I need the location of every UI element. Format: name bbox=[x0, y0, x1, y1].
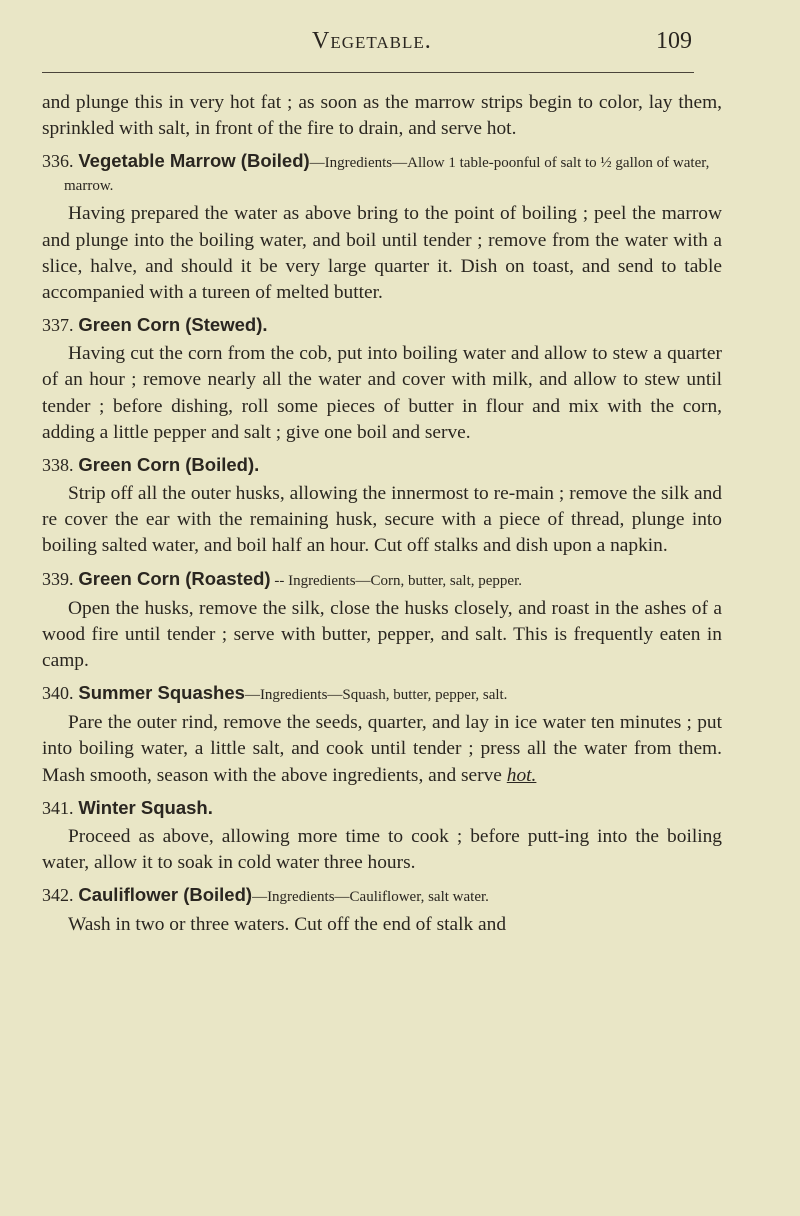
recipe-title: Vegetable Marrow (Boiled) bbox=[78, 150, 310, 172]
recipe-title: Green Corn (Stewed). bbox=[78, 314, 268, 336]
recipe-336 bbox=[42, 150, 722, 306]
recipe-340 bbox=[42, 682, 722, 789]
book-page bbox=[42, 0, 764, 1216]
recipe-ingredients: —Ingredients—Squash, butter, pepper, salt. bbox=[244, 687, 508, 704]
recipe-title: Cauliflower (Boiled) bbox=[78, 884, 253, 906]
running-head: Vegetable. bbox=[312, 28, 432, 54]
page-header bbox=[42, 28, 764, 68]
recipe-title: Winter Squash. bbox=[78, 796, 213, 818]
recipe-ingredients: -- Ingredients—Corn, butter, salt, pepper. bbox=[270, 572, 522, 589]
recipe-341 bbox=[42, 797, 722, 876]
recipe-heading bbox=[42, 682, 722, 706]
recipe-heading bbox=[42, 314, 722, 337]
recipe-number: 339. bbox=[42, 568, 74, 589]
recipe-text-main: Pare the outer rind, remove the seeds, quarter, and lay in ice water ten minutes ; put into boiling water, a little salt, and cook until tender ; press all the water from them. Mash smooth, season with the above ingredients, and serve bbox=[42, 712, 722, 786]
recipe-number: 337. bbox=[42, 315, 74, 336]
recipe-heading bbox=[42, 150, 722, 197]
recipe-number: 338. bbox=[42, 455, 74, 476]
recipe-text: Strip off all the outer husks, allowing the innermost to re-main ; remove the silk and re cover the ear with the remaining husk, secure with a piece of thread, plunge into boiling salted water, and boil half an hour. Cut off stalks and dish upon a napkin. bbox=[42, 483, 722, 557]
recipe-heading bbox=[42, 884, 722, 908]
recipe-338 bbox=[42, 454, 722, 560]
recipe-ingredients: —Ingredients—Cauliflower, salt water. bbox=[252, 889, 489, 906]
recipe-text: Open the husks, remove the silk, close the husks closely, and roast in the ashes of a wood fire until tender ; serve with butter, pepper, and salt. This is frequently eaten in camp. bbox=[42, 597, 722, 672]
recipe-number: 341. bbox=[42, 797, 74, 818]
recipe-text bbox=[42, 710, 722, 789]
recipe-text: Having cut the corn from the cob, put into boiling water and allow to stew a quarter of an hour ; remove nearly all the water and cover with milk, and allow to stew until tender ; before dishing, roll some pieces of butter in flour and mix with the corn, adding a little pepper and salt ; give one boil and serve. bbox=[42, 343, 722, 443]
recipe-text: Proceed as above, allowing more time to cook ; before putt-ing into the boiling water, allow it to soak in cold water three hours. bbox=[42, 825, 722, 874]
recipe-ingredients: —Ingredients—Allow 1 table-poonful of salt to ½ gallon of water, marrow. bbox=[64, 155, 710, 195]
page-number: 109 bbox=[656, 28, 692, 54]
recipe-title: Green Corn (Roasted) bbox=[78, 567, 271, 589]
header-rule bbox=[42, 72, 694, 73]
recipe-title: Summer Squashes bbox=[78, 682, 245, 704]
recipe-heading bbox=[42, 568, 722, 592]
continuation-paragraph: and plunge this in very hot fat ; as soon as the marrow strips begin to color, lay them, sprinkled with salt, in front of the fire to drain, and serve hot. bbox=[42, 92, 722, 140]
recipe-number: 340. bbox=[42, 683, 74, 704]
page-body bbox=[42, 90, 722, 938]
recipe-text: Having prepared the water as above bring to the point of boiling ; peel the marrow and plunge into the boiling water, and boil until tender ; remove from the water with a slice, halve, and should it be very large quarter it. Dish on toast, and send to table accompanied with a tureen of melted butter. bbox=[42, 203, 722, 304]
recipe-heading bbox=[42, 454, 722, 477]
recipe-heading bbox=[42, 797, 722, 820]
recipe-number: 336. bbox=[42, 151, 74, 172]
recipe-337 bbox=[42, 314, 722, 446]
recipe-339 bbox=[42, 568, 722, 675]
recipe-text-emphasis: hot. bbox=[506, 764, 537, 786]
recipe-342 bbox=[42, 884, 722, 938]
recipe-text: Wash in two or three waters. Cut off the end of stalk and bbox=[68, 914, 507, 936]
recipe-title: Green Corn (Boiled). bbox=[78, 454, 260, 476]
recipe-number: 342. bbox=[42, 885, 74, 906]
